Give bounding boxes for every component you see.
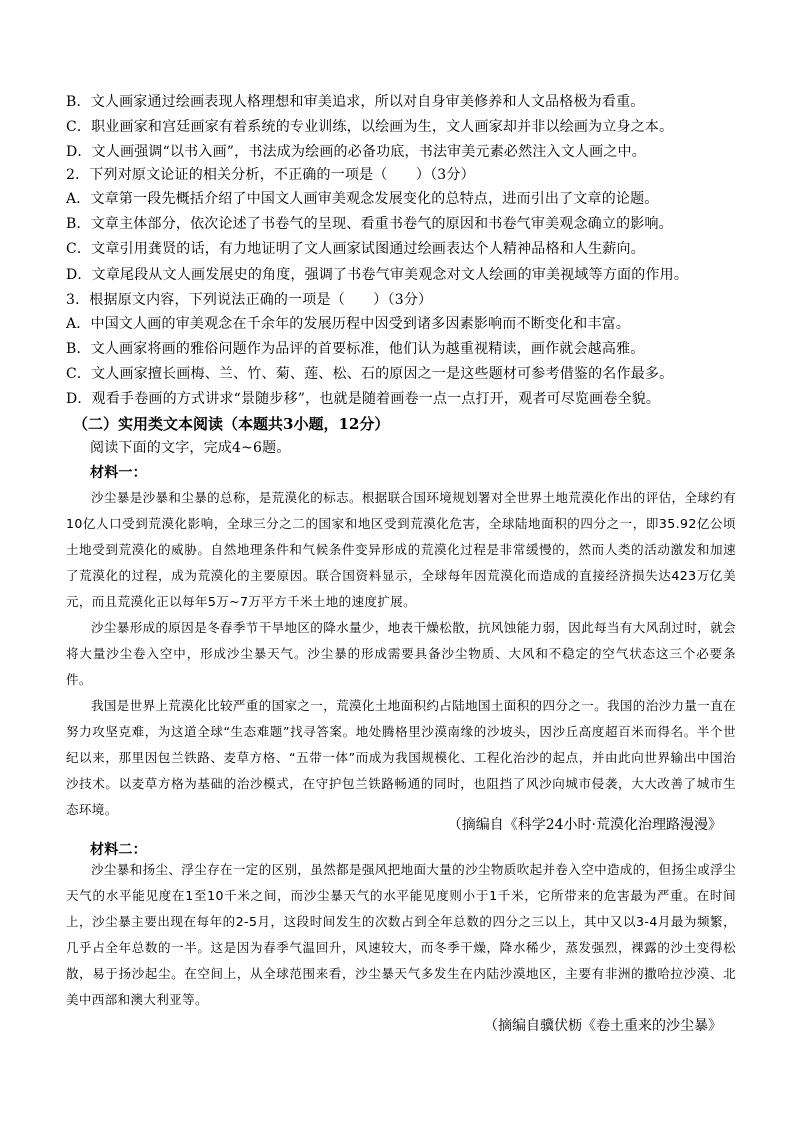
q2-option-c: C．文章引用龚贤的话，有力地证明了文人画家试图通过绘画表达个人精神品格和人生薪向。 (66, 241, 645, 257)
material1-label: 材料一： (90, 465, 147, 481)
q3-option-b: B．文人画家将画的雅俗问题作为品评的首要标准，他们认为越重视精读，画作就会越高雅。 (66, 341, 645, 357)
material1-paragraph-1: 沙尘暴是沙暴和尘暴的总称，是荒漠化的标志。根据联合国环境规划署对全世界土地荒漠化作出的评估，全球约有10亿人口受到荒漠化影响，全球三分之二的国家和地区受到荒漠化危害，全球陆地面积的四分之一，即35.92亿公顷土地受到荒漠化的威胁。自然地理条件和气候条件变异形成的荒漠化过程是非常缓慢的，然而人类的活动激发和加速了荒漠化的过程，成为荒漠化的主要原因。联合国资料显示，全球每年因荒漠化而造成的直接经济损失达423万亿美元，而且荒漠化正以每年5万~7万平方千米土地的速度扩展。 (66, 490, 737, 609)
q3-stem: 3．根据原文内容，下列说法正确的一项是（ ）（3分） (66, 292, 433, 308)
material2-source: （摘编自骥伏枥《卷土重来的沙尘暴》 (484, 1018, 722, 1034)
q3-option-d: D．观看手卷画的方式讲求“景随步移”，也就是随着画卷一点一点打开，观者可尽览画卷全貌。 (66, 391, 661, 407)
material1-text (66, 485, 736, 823)
q2-stem: 2．下列对原文论证的相关分析，不正确的一项是（ ）（3分） (66, 167, 475, 183)
material2-paragraph-1: 沙尘暴和扬尘、浮尘存在一定的区别，虽然都是强风把地面大量的沙尘物质吹起并卷入空中造成的，但扬尘或浮尘天气的水平能见度在1至10千米之间，而沙尘暴天气的水平能见度则小于1千米，它所带来的危害最为严重。在时间上，沙尘暴主要出现在每年的2-5月，这段时间发生的次数占到全年总数的四分之三以上，其中又以3-4月最为频繁，几乎占全年总数的一半。这是因为春季气温回升，风速较大，而冬季干燥，降水稀少，蒸发强烈，裸露的沙土变得松散，易于扬沙起尘。在空间上，从全球范围来看，沙尘暴天气多发生在内陆沙漠地区，主要有非洲的撒哈拉沙漠、北美中西部和澳大利亚等。 (66, 862, 737, 1007)
material1-paragraph-3: 我国是世界上荒漠化比较严重的国家之一，荒漠化土地面积约占陆地国土面积的四分之一。我国的治沙力量一直在努力攻坚克难，为这道全球“生态难题”找寻答案。地处腾格里沙漠南缘的沙坡头，因沙丘高度超百米而得名。半个世纪以来，那里因包兰铁路、麦草方格、“五带一体”而成为我国规模化、工程化治沙的起点，并由此向世界输出中国治沙技术。以麦草方格为基础的治沙模式，在守护包兰铁路畅通的同时，也阻挡了风沙向城市侵袭，大大改善了城市生态环境。 (66, 698, 737, 817)
material2-text (66, 857, 736, 1013)
material1-source: （摘编自《科学24小时·荒漠化治理路漫漫》 (447, 817, 722, 833)
q2-option-d: D．文章尾段从文人画发展史的角度，强调了书卷气审美观念对文人绘画的审美视域等方面的作用。 (66, 267, 689, 283)
q2-option-b: B．文章主体部分，依次论述了书卷气的呈现、看重书卷气的原因和书卷气审美观念确立的影响。 (66, 216, 673, 232)
q1-option-b: B．文人画家通过绘画表现人格理想和审美追求，所以对自身审美修养和人文品格极为看重。 (66, 94, 645, 110)
q1-option-c: C．职业画家和宫廷画家有着系统的专业训练，以绘画为生，文人画家却并非以绘画为立身之本。 (66, 119, 674, 135)
section-intro: 阅读下面的文字，完成4~6题。 (90, 440, 291, 456)
section-heading: （二）实用类文本阅读（本题共3小题，12分） (73, 415, 390, 433)
material1-paragraph-2: 沙尘暴形成的原因是冬春季节干旱地区的降水量少，地表干燥松散，抗风蚀能力弱，因此每当有大风刮过时，就会将大量沙尘卷入空中，形成沙尘暴天气。沙尘暴的形成需要具备沙尘物质、大风和不稳定的空气状态这三个必要条件。 (66, 620, 737, 687)
material2-label: 材料二： (90, 842, 147, 858)
q1-option-d: D．文人画强调“以书入画”，书法成为绘画的必备功底，书法审美元素必然注入文人画之中。 (66, 144, 646, 160)
q2-option-a: A．文章第一段先概括介绍了中国文人画审美观念发展变化的总特点，进而引出了文章的论题。 (66, 191, 659, 207)
q3-option-a: A．中国文人画的审美观念在千余年的发展历程中因受到诸多因素影响而不断变化和丰富。 (66, 316, 631, 332)
q3-option-c: C．文人画家擅长画梅、兰、竹、菊、莲、松、石的原因之一是这些题材可参考借鉴的名作最多。 (66, 366, 674, 382)
